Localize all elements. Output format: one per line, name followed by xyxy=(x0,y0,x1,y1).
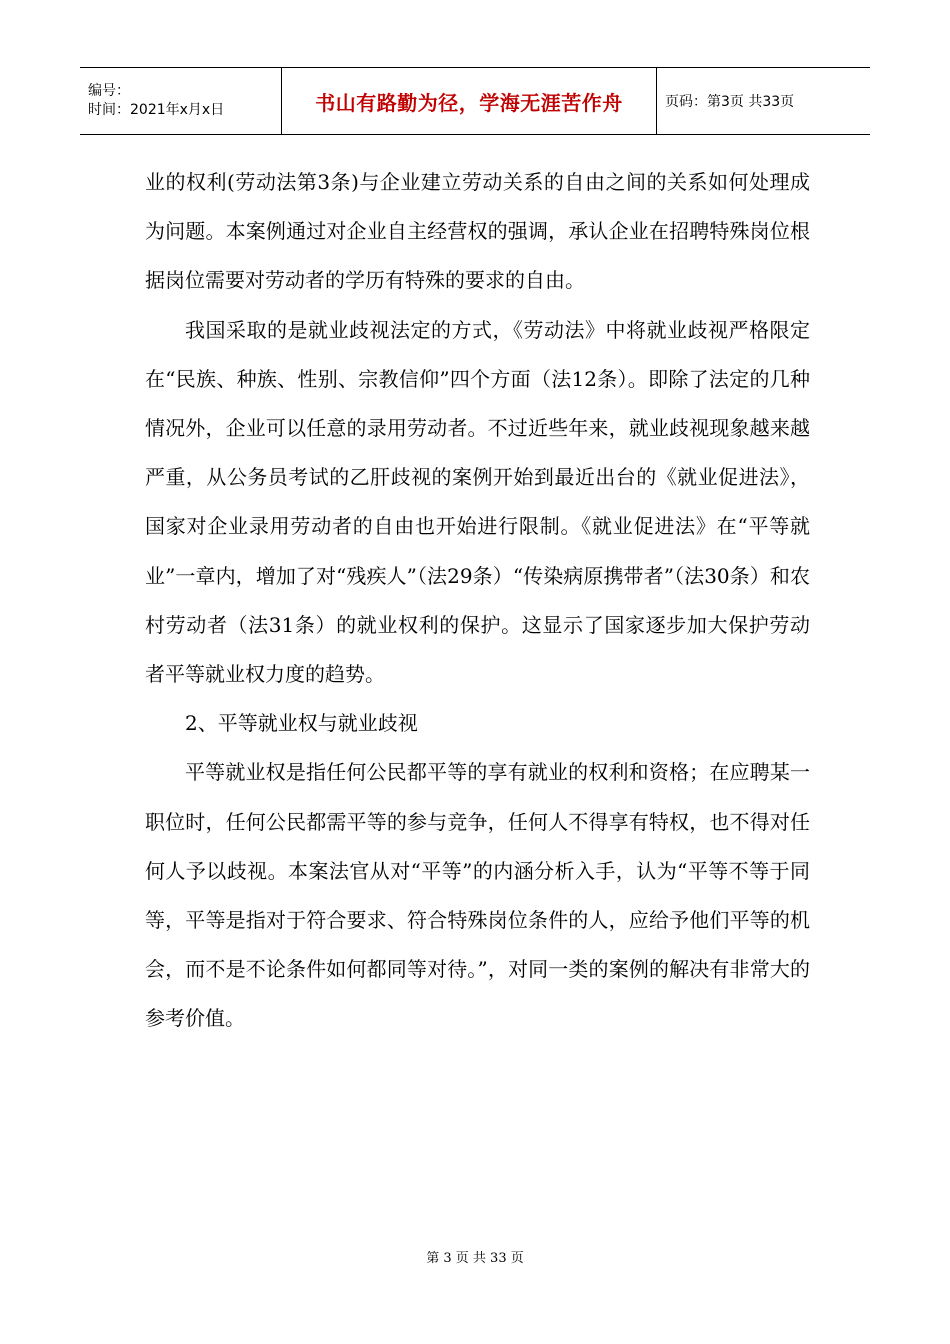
document-number-label: 编号： xyxy=(88,83,130,99)
header-page-number: 页码：第3页 共33页 xyxy=(665,94,795,110)
document-date: 时间：2021年x月x日 xyxy=(88,102,225,118)
section-heading: 2、平等就业权与就业歧视 xyxy=(185,711,418,736)
page-footer: 第 3 页 共 33 页 xyxy=(426,1251,524,1266)
paragraph-equal-employment: 平等就业权是指任何公民都平等的享有就业的权利和资格；在应聘某一职位时，任何公民都需平等的参与竞争，任何人不得享有特权，也不得对任何人予以歧视。本案法官从对“平等”的内涵分析入手，认为“平等不等于同等，平等是指对于符合要求、符合特殊岗位条件的人，应给予他们平等的机会，而不是不论条件如何都同等对待。”，对同一类的案例的解决有非常大的参考价值。 xyxy=(145,760,810,1031)
header-motto-cell xyxy=(282,68,657,134)
header-meta xyxy=(80,68,282,134)
header-page-cell xyxy=(657,68,870,134)
paragraph-discrimination-law: 我国采取的是就业歧视法定的方式，《劳动法》中将就业歧视严格限定在“民族、种族、性别、宗教信仰”四个方面（法12条）。即除了法定的几种情况外，企业可以任意的录用劳动者。不过近些年来，就业歧视现象越来越严重，从公务员考试的乙肝歧视的案例开始到最近出台的《就业促进法》，国家对企业录用劳动者的自由也开始进行限制。《就业促进法》在“平等就业”一章内，增加了对“残疾人”（法29条）“传染病原携带者”（法30条）和农村劳动者（法31条）的就业权利的保护。这显示了国家逐步加大保护劳动者平等就业权力度的趋势。 xyxy=(145,317,810,687)
document-body xyxy=(145,158,810,1044)
page-header xyxy=(80,67,870,135)
paragraph-continued: 业的权利(劳动法第3条)与企业建立劳动关系的自由之间的关系如何处理成为问题。本案例通过对企业自主经营权的强调，承认企业在招聘特殊岗位根据岗位需要对劳动者的学历有特殊的要求的自由。 xyxy=(145,170,810,293)
header-motto: 书山有路勤为径，学海无涯苦作舟 xyxy=(315,90,623,115)
